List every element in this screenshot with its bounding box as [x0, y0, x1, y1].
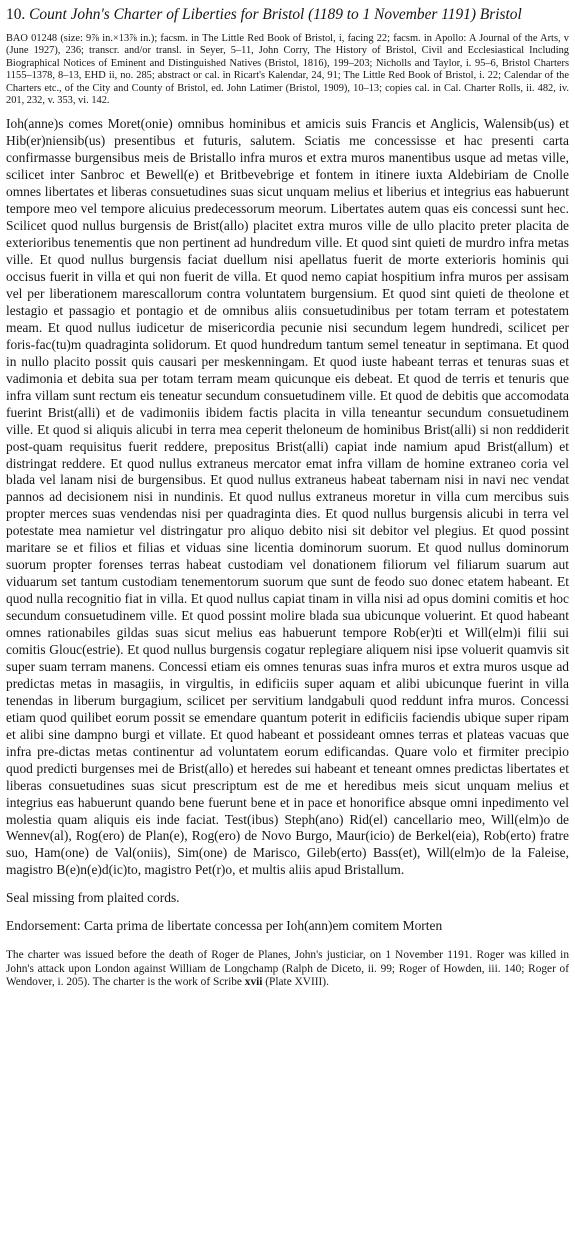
seal-note: Seal missing from plaited cords. — [6, 890, 180, 906]
endorsement-note: Endorsement: Carta prima de libertate concessa per Ioh(ann)em comitem Morten — [6, 918, 443, 934]
charter-heading — [6, 6, 569, 23]
bibliography-paragraph: BAO 01248 (size: 9⅞ in.×13⅞ in.); facsm. in The Little Red Book of Bristol, i, facing 22; facsm. in Apollo: A Journal of the Arts, v (June 1927), 236; transcr. and/or transl. in Seyer, 5–11, John Corry, The History of Bristol, Civil and Ecclesiastical Including Biographical Notices of Eminent and Distinguished Natives (Bristol, 1816), 199–203; Nicholls and Taylor, i. 95–6, Bristol Charters 1155–1378, 8–13, EHD ii, no. 285; abstract or cal. in Ricart's Kalendar, 24, 91; The Little Red Book of Bristol, i. 22; Calendar of the Charters etc., of the City and County of Bristol, ed. John Latimer (Bristol, 1909), 10–13; copies cal. in Cal. Charter Rolls, ii. 482, iv. 201, 232, v. 353, vi. 142. — [6, 33, 569, 107]
commentary-paragraph — [6, 949, 569, 989]
scribe-number: xvii — [244, 976, 263, 989]
plate-reference: (Plate XVIII). — [265, 976, 329, 989]
charter-text: Ioh(anne)s comes Moret(onie) omnibus hominibus et amicis suis Francis et Anglicis, Walensib(us) et Hib(er)niensib(us) presentibus et futuris, salutem. Sciatis me concessisse et hac presenti carta confirmasse burgensibus meis de Bristallo infra muros et extra muros manentibus usque ad metas ville, scilicet inter Sanbroc et Bewell(e) et Britbevebrige et fontem in itinere iuxta Aldebiriam de Cnolle omnes libertates et liberas consuetudines suas sicut unquam melius et liberius et integrius eas habuerunt tempore meo vel tempore alicuius predecessorum meorum. Libertates autem quas eis concessi sunt hec. Scilicet quod nullus burgensis de Brist(allo) placitet extra muros ville de ullo placito preter placita de exterioribus tenementis que non pertinent ad hundredum ville. Et quod sint quieti de murdro infra metas ville. Et quod nullus burgensis faciat duellum nisi apellatus fuerit de morte exterioris hominis qui occisus fuerit in villa et qui non fuerit de villa. Et quod nemo capiat hospitium infra muros per assisam vel per liberationem marescallorum contra voluntatem burgensium. Et quod sint quieti de theolone et lestagio et passagio et pontagio et de omnibus aliis consuetudinibus per totam terram et potestatem meam. Et quod nullus iudicetur de misericordia pecunie nisi secundum legem hundredi, scilicet per foris-fac(tu)m quadraginta solidorum. Et quod hundredum tantum semel teneatur in septimana. Et quod in nullo placito possit quis causari per meskenningam. Et quod iuste habeant terras et tenuras suas et vadimonia et debita sua per totam terram meam quicunque eis debeat. Et quod de terris et tenuris que infra villam sunt rectum eis teneatur secundum consuetudinem ville. Et quod de debitis que accomodata fuerint Brist(alli) et de vadimoniis ibidem factis placita in villa teneantur secundum consuetudinem ville. Et quod si aliquis alicubi in terra mea ceperit theloneum de hominibus Brist(alli) si non reddiderit post-quam requisitus fuerit reddere, prepositus Brist(alli) capiat inde namium apud Brist(allum) et distringat reddere. Et quod nullus extraneus mercator emat infra villam de homine extraneo coria vel blada vel lanam nisi de burgensibus. Et quod nullus extraneus habeat tabernam nisi in navi nec vendat pannos ad decisionem nisi in nundinis. Et quod nullus extraneus moretur in villa cum mercibus suis propter merces suas vendendas nisi per quadraginta dies. Et quod nullus burgensis alicubi in terra vel potestate mea namietur vel distringatur pro aliquo debito nisi sit debitor vel plegius. Et quod possint maritare se et filios et filias et viduas sine licentia dominorum suorum. Et quod nullus dominorum suorum propter forenses terras habeat custodiam vel donationem filiorum vel filiarum suarum aut viduarum set tantum custodiam tenementorum suorum que sunt de feodo suo donec etatem habeant. Et quod nulla recognitio fiat in villa. Et quod nullus capiat tinam in villa nisi ad opus domini comitis et hoc secundum consuetudinem ville. Et quod possint molire blada sua ubicunque voluerint. Et quod habeant omnes rationabiles gildas suas sicut melius eas habuerunt tempore Rob(er)ti et Will(elm)i filii sui comitis Glouc(estrie). Et quod nullus burgensis cogatur replegiare aliquem nisi ipse voluerit quamvis sit super suam terram manens. Concessi etiam eis omnes tenuras suas infra muros et extra muros usque ad predictas metas in masagiis, in virgultis, in edificiis super aquam et alibi ubicunque fuerint in villa tenendas in liberum burgagium, scilicet per servitium landgabuli quod reddunt infra muros. Concessi etiam quod quilibet eorum possit se emendare quantum poterit in edificiis faciendis ubique super ripam et alibi sine dampno burgi et villate. Et quod habeant et possideant omnes terras et plateas vacuas que infra pre-dictas metas continentur ad voluntatem eorum edificandas. Quare volo et firmiter precipio quod predicti burgenses mei de Brist(allo) et heredes sui habeant et teneant omnes predictas libertates et liberas consuetudines suas sicut prescriptum est de me et heredibus meis sicut unquam melius et integrius eas habuerunt quando bene fuerunt bene et in pace et honorifice absque omni inpedimento vel molestia quam aliquis eis inde faciat. Test(ibus) Steph(ano) Rid(el) cancellario meo, Will(elm)o de Wennev(al), Rog(ero) de Plan(e), Rog(ero) de Novo Burgo, Maur(icio) de Berkel(eia), Rob(erto) fratre suo, Ham(one) de Val(oniis), Sim(one) de Marisco, Gileb(erto) Bass(et), Will(elm)o de la Faleise, magistro B(e)n(e)d(ic)to, magistro Pet(r)o, et multis aliis apud Bristallum. — [6, 116, 569, 878]
commentary-text: The charter was issued before the death of Roger de Planes, John's justiciar, on 1 November 1191. Roger was killed in John's attack upon London against William de Longchamp (Ralph de Diceto, ii. 99; Roger of Howden, iii. 140; Roger of Wendover, i. 205). The charter is the work of Scribe — [6, 949, 569, 989]
charter-number: 10. — [6, 6, 26, 23]
charter-title: Count John's Charter of Liberties for Bristol (1189 to 1 November 1191) Bristol — [29, 6, 522, 23]
